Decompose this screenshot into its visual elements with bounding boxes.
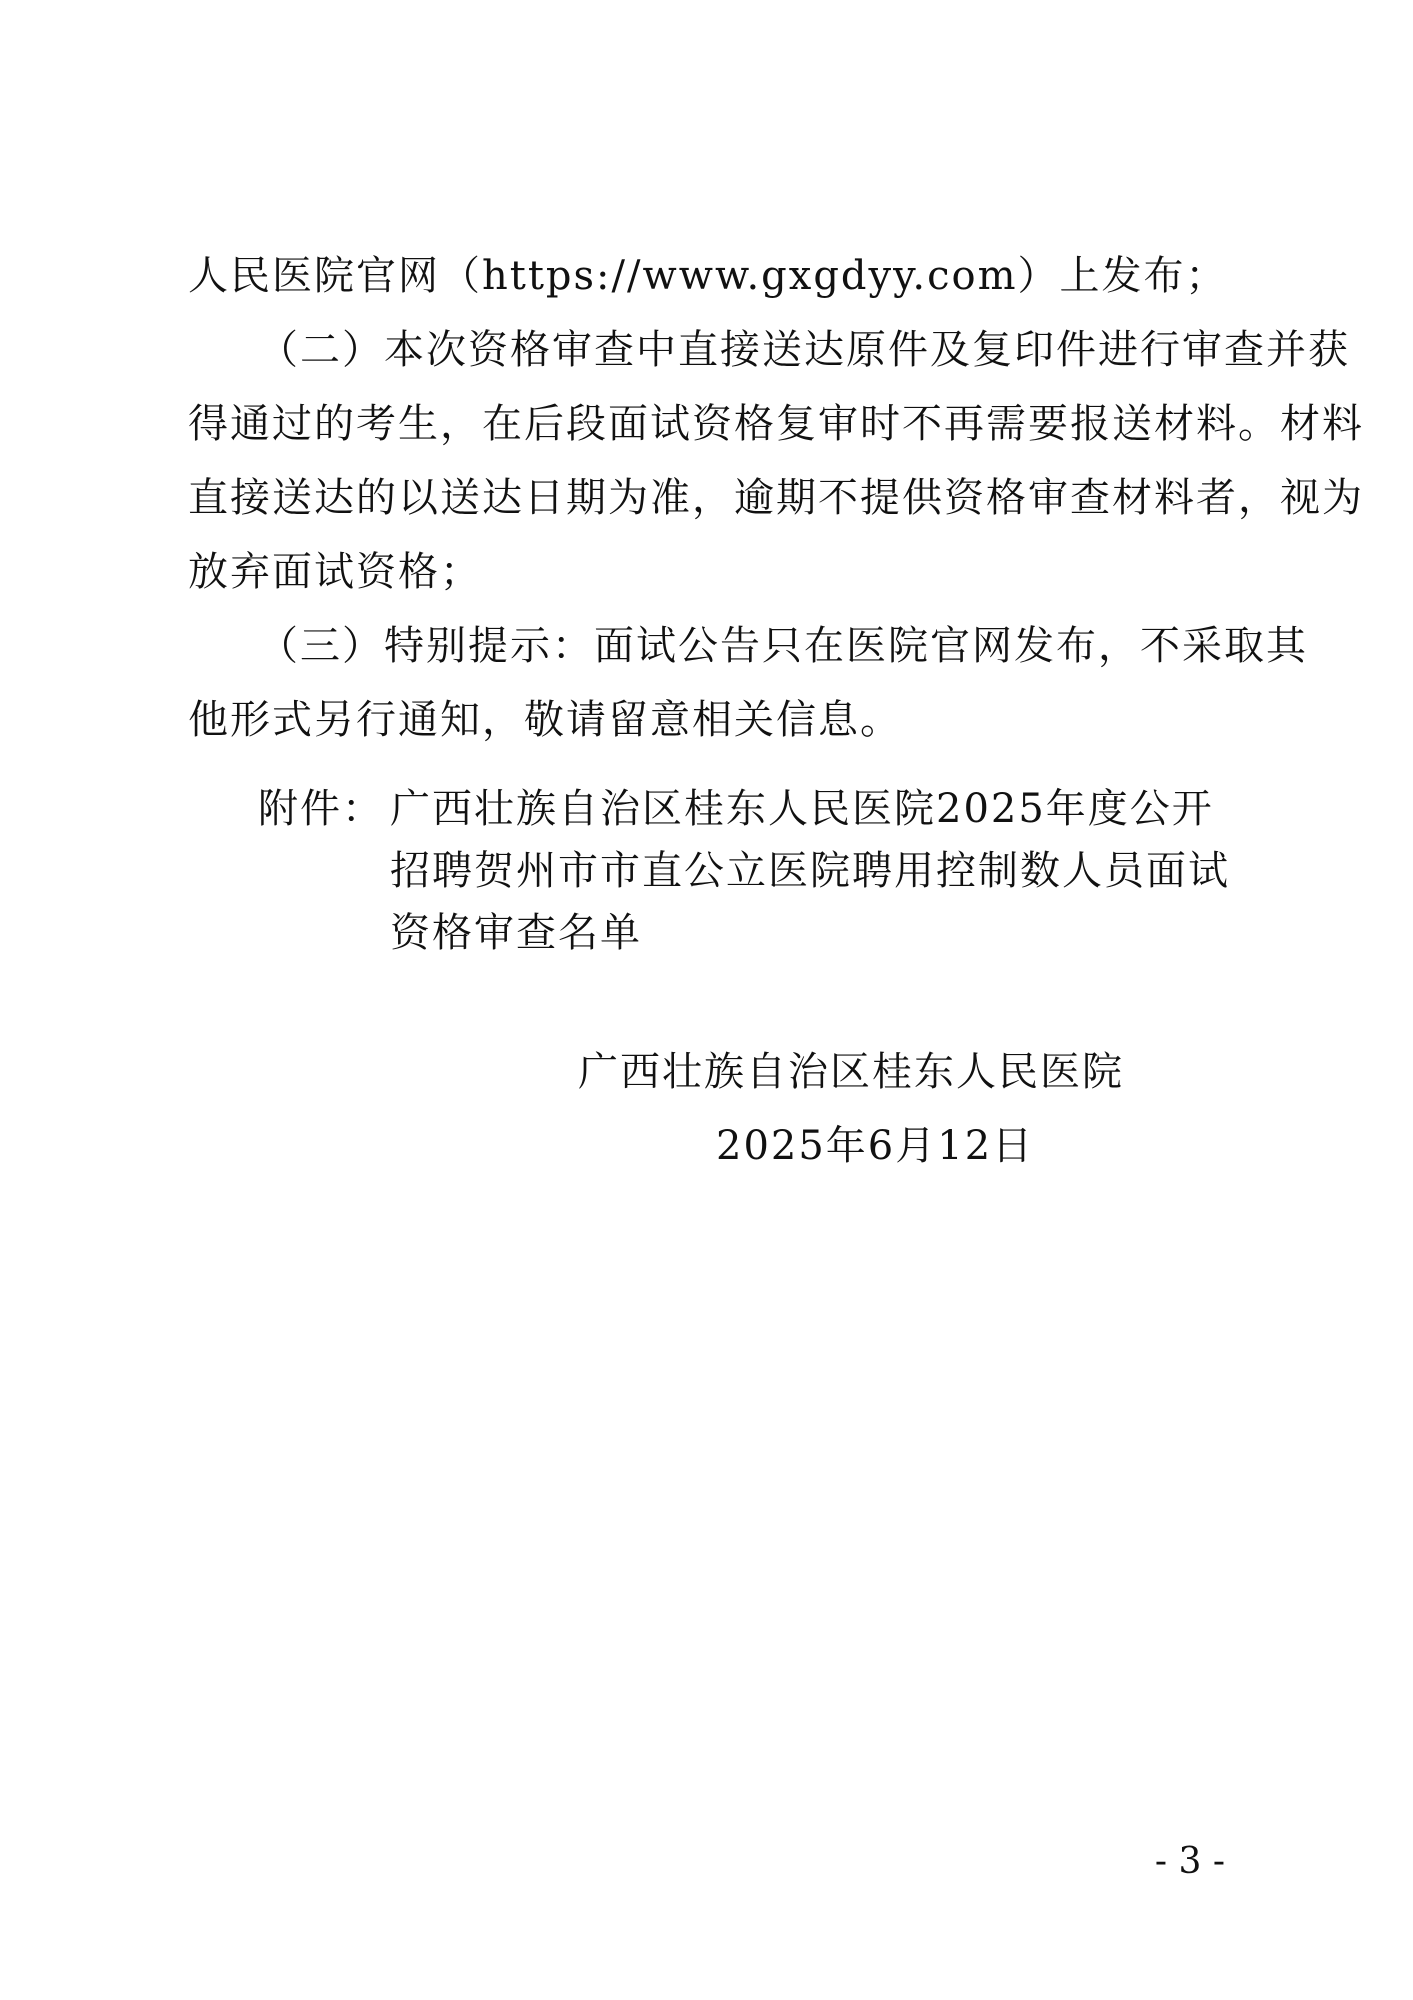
attachment-block (258, 778, 1230, 964)
signature-organization: 广西壮族自治区桂东人民医院 (578, 1049, 1124, 1095)
attachment-text: 广西壮族自治区桂东人民医院2025年度公开招聘贺州市市直公立医院聘用控制数人员面试资格审查名单 (390, 786, 1230, 956)
paragraph-line-2: （二）本次资格审查中直接送达原件及复印件进行审查并获 (258, 327, 1350, 373)
paragraph-line-4: 直接送达的以送达日期为准，逾期不提供资格审查材料者，视为 (188, 475, 1364, 521)
paragraph-line-7: 他形式另行通知，敬请留意相关信息。 (188, 697, 902, 743)
signature-date: 2025年6月12日 (716, 1123, 1035, 1169)
paragraph-line-1: 人民医院官网（https://www.gxgdyy.com）上发布； (188, 253, 1228, 299)
paragraph-line-5: 放弃面试资格； (188, 549, 482, 595)
paragraph-line-3: 得通过的考生，在后段面试资格复审时不再需要报送材料。材料 (188, 401, 1364, 447)
attachment-label: 附件： (258, 786, 384, 832)
paragraph-line-6: （三）特别提示：面试公告只在医院官网发布，不采取其 (258, 623, 1308, 669)
page-number: - 3 - (1154, 1841, 1225, 1882)
